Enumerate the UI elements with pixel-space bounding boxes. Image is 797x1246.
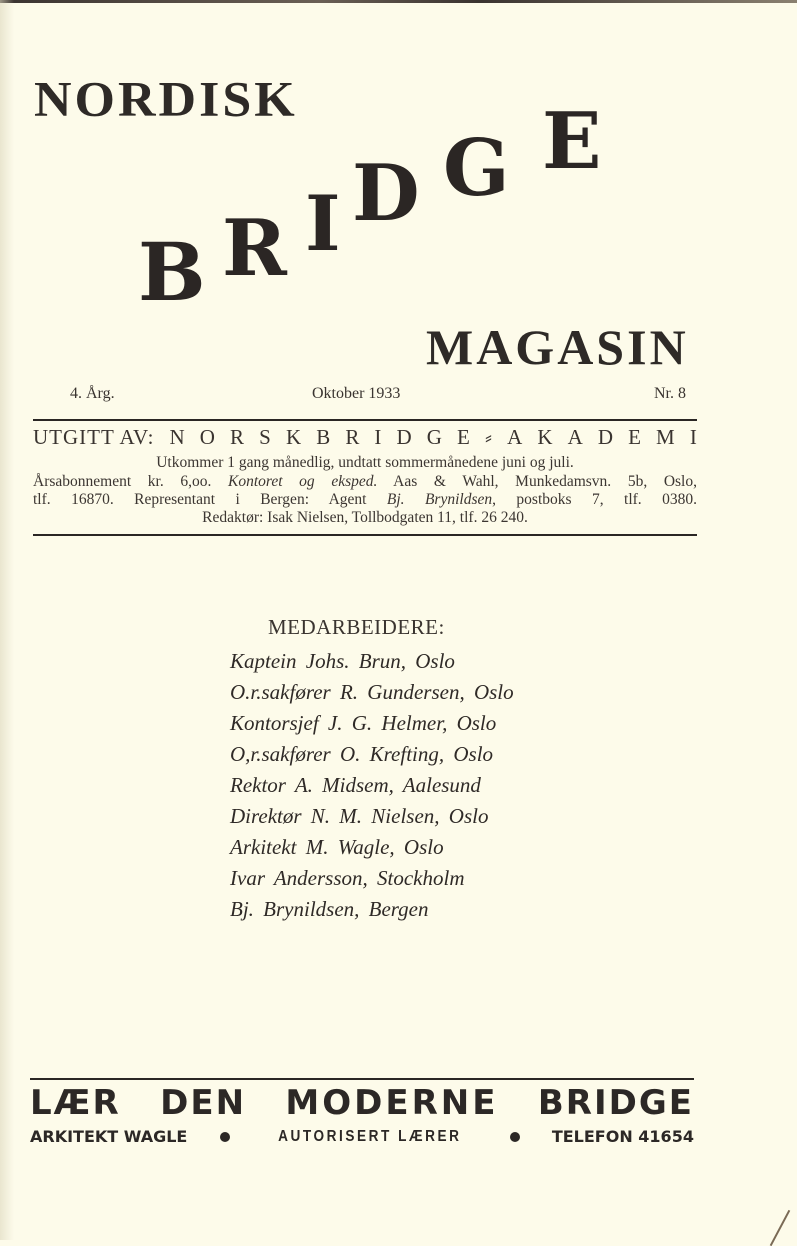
- issue-number: Nr. 8: [654, 385, 686, 402]
- contributors-title: MEDARBEIDERE:: [268, 615, 445, 639]
- divider-top: [33, 419, 697, 421]
- bridge-letter-b: B: [138, 225, 206, 319]
- masthead-nordisk: NORDISK: [34, 72, 298, 128]
- page-corner-crease: [770, 1210, 791, 1246]
- advert-phone: TELEFON 41654: [551, 1127, 694, 1146]
- divider-middle: [33, 534, 697, 536]
- divider-advert: [30, 1078, 694, 1080]
- volume-label: 4. Årg.: [70, 385, 115, 402]
- contributors-list: [230, 646, 514, 925]
- bridge-letter-g: G: [443, 123, 510, 214]
- advert-qualification: AUTORISERT LÆRER: [277, 1127, 462, 1145]
- list-item: Bj. Brynildsen, Bergen: [230, 897, 429, 921]
- list-item: Kontorsjef J. G. Helmer, Oslo: [230, 711, 497, 735]
- bullet-dot-icon: [220, 1132, 230, 1142]
- advert-name: ARKITEKT WAGLE: [30, 1127, 188, 1146]
- list-item: Direktør N. M. Nielsen, Oslo: [230, 804, 489, 828]
- masthead-magasin: MAGASIN: [426, 319, 689, 375]
- bridge-letter-i: I: [305, 179, 341, 268]
- bullet-dot-icon: [510, 1132, 520, 1142]
- publisher-line: UTGITT AV: N O R S K B R I D G E ⸗ A K A D E M I: [33, 425, 697, 449]
- list-item: Kaptein Johs. Brun, Oslo: [230, 649, 455, 673]
- publisher-label: UTGITT AV:: [33, 425, 155, 449]
- bridge-letter-r: R: [222, 203, 287, 294]
- issue-date: Oktober 1933: [312, 385, 401, 402]
- publication-frequency: Utkommer 1 gang månedlig, undtatt sommermånedene juni og juli.: [156, 454, 574, 471]
- advert-title: LÆR DEN MODERNE BRIDGE: [30, 1083, 694, 1123]
- list-item: O,r.sakfører O. Krefting, Oslo: [230, 742, 494, 766]
- bridge-letter-e: E: [542, 96, 602, 187]
- page-top-edge: [0, 0, 797, 3]
- bergen-representative: tlf. 16870. Representant i Bergen: Agent Bj. Brynildsen, postboks 7, tlf. 0380.: [33, 491, 697, 508]
- advert-subline: [30, 1127, 694, 1146]
- editor-info: Redaktør: Isak Nielsen, Tollbodgaten 11, tlf. 26 240.: [202, 509, 528, 526]
- list-item: O.r.sakfører R. Gundersen, Oslo: [230, 680, 514, 704]
- list-item: Arkitekt M. Wagle, Oslo: [230, 835, 444, 859]
- list-item: Rektor A. Midsem, Aalesund: [230, 773, 481, 797]
- bridge-letter-d: D: [352, 148, 420, 239]
- page-binding-shadow: [0, 0, 14, 1240]
- subscription-info: Årsabonnement kr. 6,oo. Kontoret og eksped. Aas & Wahl, Munkedamsvn. 5b, Oslo,: [33, 473, 697, 490]
- list-item: Ivar Andersson, Stockholm: [230, 866, 465, 890]
